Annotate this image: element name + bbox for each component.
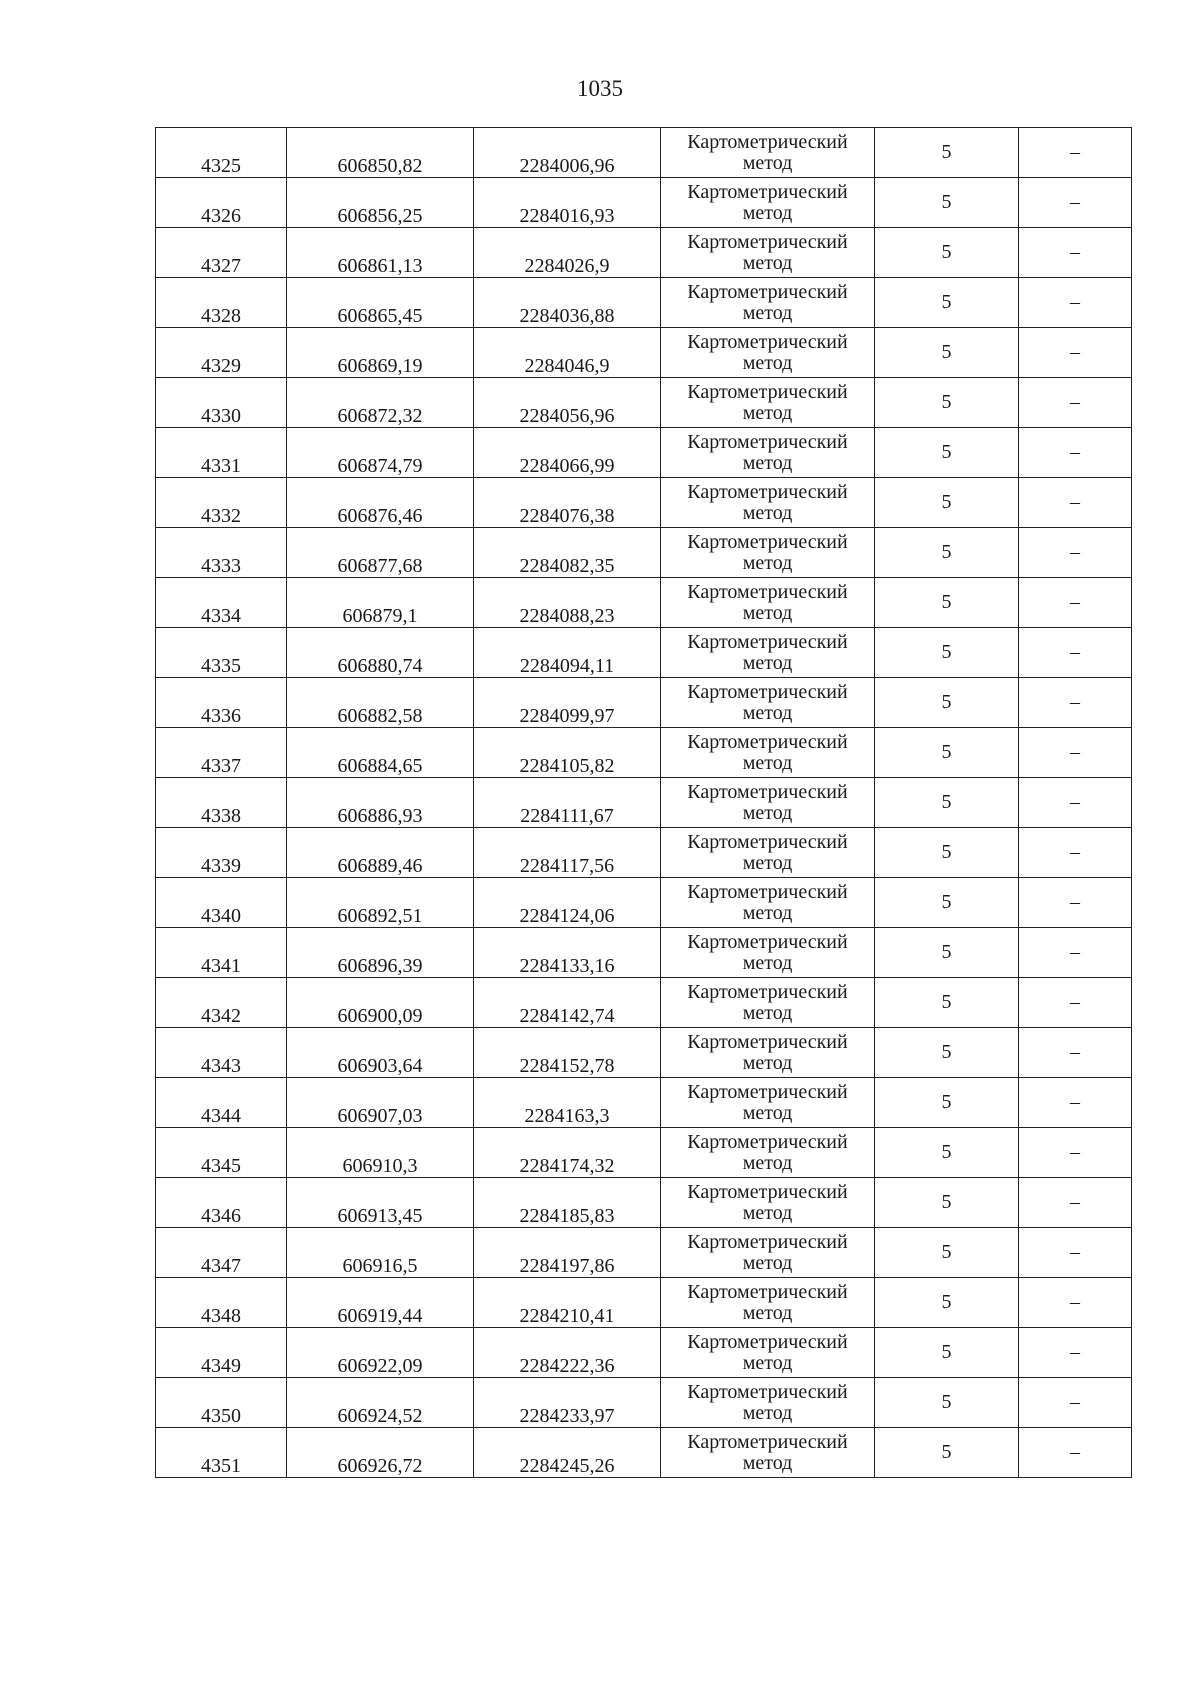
y-coordinate-cell: 2284036,88 (474, 278, 661, 328)
method-line-2: метод (742, 1451, 793, 1474)
method-line-2: метод (742, 451, 793, 474)
table-row (156, 1428, 1132, 1478)
table-row (156, 678, 1132, 728)
method-line-2: метод (742, 1101, 793, 1124)
method-cell (661, 378, 875, 428)
x-coordinate-cell: 606865,45 (287, 278, 474, 328)
point-number-cell: 4333 (156, 528, 287, 578)
method-line-1: Картометрический (687, 1280, 848, 1303)
table-row (156, 278, 1132, 328)
y-coordinate-cell: 2284174,32 (474, 1128, 661, 1178)
method-cell (661, 1128, 875, 1178)
note-cell: – (1019, 578, 1132, 628)
point-number-cell: 4329 (156, 328, 287, 378)
point-number-cell: 4328 (156, 278, 287, 328)
note-cell: – (1019, 678, 1132, 728)
y-coordinate-cell: 2284082,35 (474, 528, 661, 578)
note-cell: – (1019, 1278, 1132, 1328)
x-coordinate-cell: 606872,32 (287, 378, 474, 428)
table-row (156, 628, 1132, 678)
method-cell (661, 1028, 875, 1078)
note-cell: – (1019, 128, 1132, 178)
x-coordinate-cell: 606910,3 (287, 1128, 474, 1178)
note-cell: – (1019, 778, 1132, 828)
y-coordinate-cell: 2284046,9 (474, 328, 661, 378)
table-row (156, 978, 1132, 1028)
point-number-cell: 4338 (156, 778, 287, 828)
point-number-cell: 4349 (156, 1328, 287, 1378)
y-coordinate-cell: 2284163,3 (474, 1078, 661, 1128)
accuracy-cell: 5 (875, 228, 1019, 278)
y-coordinate-cell: 2284016,93 (474, 178, 661, 228)
note-cell: – (1019, 1178, 1132, 1228)
table-row (156, 178, 1132, 228)
y-coordinate-cell: 2284210,41 (474, 1278, 661, 1328)
x-coordinate-cell: 606856,25 (287, 178, 474, 228)
accuracy-cell: 5 (875, 578, 1019, 628)
point-number-cell: 4336 (156, 678, 287, 728)
method-line-2: метод (742, 851, 793, 874)
note-cell: – (1019, 1228, 1132, 1278)
table-row (156, 378, 1132, 428)
point-number-cell: 4341 (156, 928, 287, 978)
table-row (156, 728, 1132, 778)
note-cell: – (1019, 628, 1132, 678)
accuracy-cell: 5 (875, 728, 1019, 778)
method-cell (661, 1428, 875, 1478)
note-cell: – (1019, 728, 1132, 778)
point-number-cell: 4335 (156, 628, 287, 678)
table-row (156, 328, 1132, 378)
note-cell: – (1019, 878, 1132, 928)
method-line-1: Картометрический (687, 430, 848, 453)
x-coordinate-cell: 606913,45 (287, 1178, 474, 1228)
method-line-1: Картометрический (687, 1080, 848, 1103)
accuracy-cell: 5 (875, 1078, 1019, 1128)
table-row (156, 128, 1132, 178)
x-coordinate-cell: 606869,19 (287, 328, 474, 378)
method-line-2: метод (742, 1301, 793, 1324)
method-line-1: Картометрический (687, 930, 848, 953)
y-coordinate-cell: 2284094,11 (474, 628, 661, 678)
y-coordinate-cell: 2284197,86 (474, 1228, 661, 1278)
point-number-cell: 4348 (156, 1278, 287, 1328)
note-cell: – (1019, 978, 1132, 1028)
y-coordinate-cell: 2284076,38 (474, 478, 661, 528)
x-coordinate-cell: 606877,68 (287, 528, 474, 578)
point-number-cell: 4326 (156, 178, 287, 228)
method-cell (661, 878, 875, 928)
x-coordinate-cell: 606907,03 (287, 1078, 474, 1128)
accuracy-cell: 5 (875, 1278, 1019, 1328)
accuracy-cell: 5 (875, 378, 1019, 428)
method-line-2: метод (742, 1351, 793, 1374)
y-coordinate-cell: 2284133,16 (474, 928, 661, 978)
table-row (156, 778, 1132, 828)
point-number-cell: 4327 (156, 228, 287, 278)
accuracy-cell: 5 (875, 528, 1019, 578)
point-number-cell: 4351 (156, 1428, 287, 1478)
note-cell: – (1019, 228, 1132, 278)
x-coordinate-cell: 606880,74 (287, 628, 474, 678)
y-coordinate-cell: 2284124,06 (474, 878, 661, 928)
y-coordinate-cell: 2284117,56 (474, 828, 661, 878)
method-line-2: метод (742, 751, 793, 774)
method-line-2: метод (742, 1251, 793, 1274)
method-line-1: Картометрический (687, 230, 848, 253)
point-number-cell: 4337 (156, 728, 287, 778)
x-coordinate-cell: 606924,52 (287, 1378, 474, 1428)
method-line-1: Картометрический (687, 380, 848, 403)
method-cell (661, 228, 875, 278)
method-line-1: Картометрический (687, 730, 848, 753)
x-coordinate-cell: 606884,65 (287, 728, 474, 778)
y-coordinate-cell: 2284245,26 (474, 1428, 661, 1478)
method-line-2: метод (742, 551, 793, 574)
method-line-1: Картометрический (687, 880, 848, 903)
note-cell: – (1019, 1128, 1132, 1178)
method-line-1: Картометрический (687, 630, 848, 653)
x-coordinate-cell: 606874,79 (287, 428, 474, 478)
method-line-2: метод (742, 1201, 793, 1224)
point-number-cell: 4331 (156, 428, 287, 478)
accuracy-cell: 5 (875, 628, 1019, 678)
y-coordinate-cell: 2284233,97 (474, 1378, 661, 1428)
y-coordinate-cell: 2284222,36 (474, 1328, 661, 1378)
y-coordinate-cell: 2284066,99 (474, 428, 661, 478)
note-cell: – (1019, 1378, 1132, 1428)
point-number-cell: 4344 (156, 1078, 287, 1128)
method-line-1: Картометрический (687, 180, 848, 203)
method-line-1: Картометрический (687, 780, 848, 803)
point-number-cell: 4345 (156, 1128, 287, 1178)
method-line-2: метод (742, 351, 793, 374)
method-line-2: метод (742, 801, 793, 824)
x-coordinate-cell: 606882,58 (287, 678, 474, 728)
y-coordinate-cell: 2284142,74 (474, 978, 661, 1028)
method-cell (661, 778, 875, 828)
note-cell: – (1019, 328, 1132, 378)
method-line-2: метод (742, 651, 793, 674)
x-coordinate-cell: 606916,5 (287, 1228, 474, 1278)
table-row (156, 428, 1132, 478)
method-line-2: метод (742, 301, 793, 324)
point-number-cell: 4325 (156, 128, 287, 178)
method-line-1: Картометрический (687, 280, 848, 303)
note-cell: – (1019, 1028, 1132, 1078)
point-number-cell: 4330 (156, 378, 287, 428)
method-cell (661, 1278, 875, 1328)
accuracy-cell: 5 (875, 1428, 1019, 1478)
note-cell: – (1019, 428, 1132, 478)
y-coordinate-cell: 2284006,96 (474, 128, 661, 178)
note-cell: – (1019, 1078, 1132, 1128)
accuracy-cell: 5 (875, 1328, 1019, 1378)
x-coordinate-cell: 606900,09 (287, 978, 474, 1028)
method-line-2: метод (742, 201, 793, 224)
method-line-2: метод (742, 1001, 793, 1024)
method-cell (661, 978, 875, 1028)
method-line-2: метод (742, 1051, 793, 1074)
method-line-2: метод (742, 1151, 793, 1174)
method-cell (661, 728, 875, 778)
x-coordinate-cell: 606876,46 (287, 478, 474, 528)
method-line-2: метод (742, 701, 793, 724)
method-cell (661, 478, 875, 528)
y-coordinate-cell: 2284056,96 (474, 378, 661, 428)
table-row (156, 1328, 1132, 1378)
method-line-1: Картометрический (687, 1330, 848, 1353)
method-line-1: Картометрический (687, 1230, 848, 1253)
note-cell: – (1019, 178, 1132, 228)
page-number: 1035 (577, 76, 623, 101)
table-row (156, 1278, 1132, 1328)
method-line-2: метод (742, 601, 793, 624)
y-coordinate-cell: 2284185,83 (474, 1178, 661, 1228)
accuracy-cell: 5 (875, 1378, 1019, 1428)
method-cell (661, 128, 875, 178)
method-cell (661, 578, 875, 628)
y-coordinate-cell: 2284105,82 (474, 728, 661, 778)
note-cell: – (1019, 478, 1132, 528)
table-row (156, 478, 1132, 528)
method-cell (661, 428, 875, 478)
x-coordinate-cell: 606889,46 (287, 828, 474, 878)
note-cell: – (1019, 278, 1132, 328)
table-row (156, 578, 1132, 628)
method-line-1: Картометрический (687, 1130, 848, 1153)
table-row (156, 928, 1132, 978)
accuracy-cell: 5 (875, 128, 1019, 178)
x-coordinate-cell: 606886,93 (287, 778, 474, 828)
note-cell: – (1019, 828, 1132, 878)
method-cell (661, 928, 875, 978)
method-cell (661, 1078, 875, 1128)
point-number-cell: 4342 (156, 978, 287, 1028)
note-cell: – (1019, 928, 1132, 978)
method-cell (661, 828, 875, 878)
note-cell: – (1019, 1428, 1132, 1478)
table-row (156, 1078, 1132, 1128)
point-number-cell: 4343 (156, 1028, 287, 1078)
point-number-cell: 4346 (156, 1178, 287, 1228)
method-line-1: Картометрический (687, 980, 848, 1003)
table-row (156, 1128, 1132, 1178)
table-row (156, 1028, 1132, 1078)
method-line-1: Картометрический (687, 1180, 848, 1203)
table-row (156, 1378, 1132, 1428)
method-line-2: метод (742, 1401, 793, 1424)
accuracy-cell: 5 (875, 828, 1019, 878)
x-coordinate-cell: 606892,51 (287, 878, 474, 928)
x-coordinate-cell: 606850,82 (287, 128, 474, 178)
method-line-1: Картометрический (687, 330, 848, 353)
x-coordinate-cell: 606919,44 (287, 1278, 474, 1328)
accuracy-cell: 5 (875, 1028, 1019, 1078)
x-coordinate-cell: 606926,72 (287, 1428, 474, 1478)
method-cell (661, 1228, 875, 1278)
method-line-1: Картометрический (687, 530, 848, 553)
table-row (156, 228, 1132, 278)
method-cell (661, 678, 875, 728)
method-cell (661, 1378, 875, 1428)
method-cell (661, 328, 875, 378)
method-line-2: метод (742, 151, 793, 174)
point-number-cell: 4332 (156, 478, 287, 528)
accuracy-cell: 5 (875, 878, 1019, 928)
note-cell: – (1019, 378, 1132, 428)
y-coordinate-cell: 2284026,9 (474, 228, 661, 278)
method-cell (661, 1328, 875, 1378)
method-line-1: Картометрический (687, 1430, 848, 1453)
accuracy-cell: 5 (875, 778, 1019, 828)
accuracy-cell: 5 (875, 1228, 1019, 1278)
method-line-2: метод (742, 901, 793, 924)
method-cell (661, 528, 875, 578)
x-coordinate-cell: 606896,39 (287, 928, 474, 978)
point-number-cell: 4347 (156, 1228, 287, 1278)
method-line-2: метод (742, 501, 793, 524)
method-line-1: Картометрический (687, 130, 848, 153)
method-cell (661, 178, 875, 228)
note-cell: – (1019, 528, 1132, 578)
x-coordinate-cell: 606922,09 (287, 1328, 474, 1378)
point-number-cell: 4340 (156, 878, 287, 928)
x-coordinate-cell: 606861,13 (287, 228, 474, 278)
accuracy-cell: 5 (875, 1128, 1019, 1178)
method-line-2: метод (742, 951, 793, 974)
x-coordinate-cell: 606879,1 (287, 578, 474, 628)
accuracy-cell: 5 (875, 278, 1019, 328)
table-row (156, 828, 1132, 878)
accuracy-cell: 5 (875, 1178, 1019, 1228)
table-row (156, 1178, 1132, 1228)
coordinates-table (155, 127, 1132, 1478)
table-row (156, 1228, 1132, 1278)
accuracy-cell: 5 (875, 478, 1019, 528)
y-coordinate-cell: 2284152,78 (474, 1028, 661, 1078)
y-coordinate-cell: 2284111,67 (474, 778, 661, 828)
accuracy-cell: 5 (875, 328, 1019, 378)
point-number-cell: 4334 (156, 578, 287, 628)
method-line-1: Картометрический (687, 680, 848, 703)
x-coordinate-cell: 606903,64 (287, 1028, 474, 1078)
method-line-1: Картометрический (687, 1380, 848, 1403)
method-cell (661, 628, 875, 678)
accuracy-cell: 5 (875, 928, 1019, 978)
accuracy-cell: 5 (875, 978, 1019, 1028)
accuracy-cell: 5 (875, 428, 1019, 478)
y-coordinate-cell: 2284088,23 (474, 578, 661, 628)
method-line-2: метод (742, 251, 793, 274)
note-cell: – (1019, 1328, 1132, 1378)
method-line-1: Картометрический (687, 580, 848, 603)
method-cell (661, 278, 875, 328)
method-cell (661, 1178, 875, 1228)
method-line-1: Картометрический (687, 1030, 848, 1053)
point-number-cell: 4339 (156, 828, 287, 878)
accuracy-cell: 5 (875, 678, 1019, 728)
method-line-1: Картометрический (687, 830, 848, 853)
table-body (156, 128, 1132, 1478)
method-line-1: Картометрический (687, 480, 848, 503)
accuracy-cell: 5 (875, 178, 1019, 228)
point-number-cell: 4350 (156, 1378, 287, 1428)
table-row (156, 528, 1132, 578)
y-coordinate-cell: 2284099,97 (474, 678, 661, 728)
table-row (156, 878, 1132, 928)
method-line-2: метод (742, 401, 793, 424)
